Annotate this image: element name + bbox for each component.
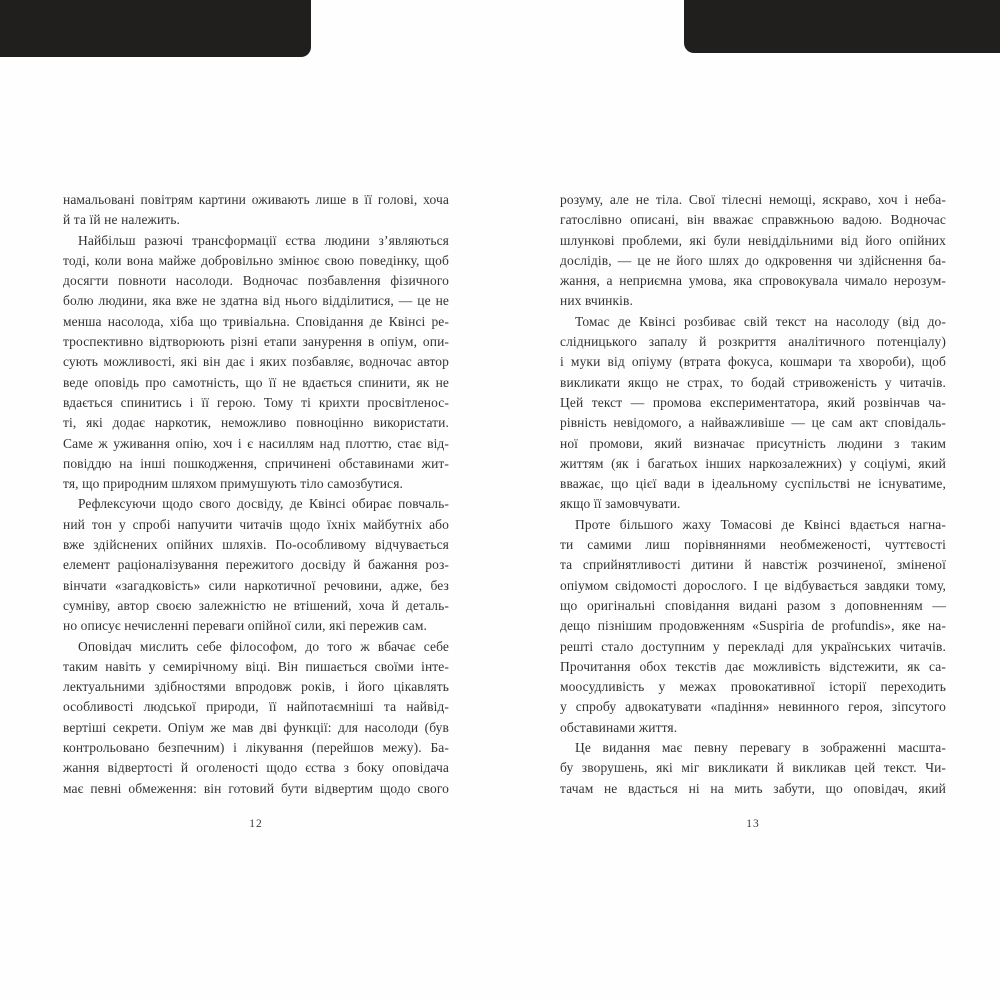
text-line: якщо її замовчувати. <box>560 496 681 512</box>
text-line: ти самими лиш порівняннями необмеженості, чуттєвості <box>560 537 946 553</box>
text-line: особливості людської природи, її найпотаємніші та найвід- <box>63 699 449 715</box>
text-line: жання, а неприємна умова, яка спровокувала чимало нерозум- <box>560 273 946 289</box>
backdrop-top-right <box>684 0 1000 53</box>
text-line: веде оповідь про самотність, що її не вдається спинити, як не <box>63 374 449 390</box>
text-line: ті, які додає наркотик, неможливо повноцінно використати. <box>63 415 449 431</box>
text-line: елемент раціоналізування пережитого досвіду й бажання роз- <box>63 557 449 573</box>
text-line: намальовані повітрям картини оживають лише в її голові, хоча <box>63 192 449 207</box>
text-line: вже здійснених опійних шляхів. По-особливому відчувається <box>63 537 449 553</box>
text-line: жання відвертості й оголеності щодо єства з боку оповідача <box>63 760 449 776</box>
text-line: повіддю на інші пошкодження, спричинені обставинами жит- <box>63 455 449 471</box>
text-line: опіумом свідомості дорослого. І це відбувається завдяки тому, <box>560 577 946 593</box>
text-line: менша насолода, хіба що тривіальна. Сповідання де Квінсі ре- <box>63 313 449 329</box>
text-line: Оповідач мислить себе філософом, до того ж вбачає себе <box>78 638 449 654</box>
text-line: слідницького запалу й розкриття аналітичного потенціалу) <box>560 334 946 350</box>
text-line: у спробу адвокатувати «падіння» невинного героя, зіпсутого <box>560 699 946 715</box>
text-line: тоді, коли вона майже добровільно змінює свою поведінку, щоб <box>63 252 449 268</box>
text-line: Прочитання обох текстів дає можливість відстежити, як са- <box>560 658 946 674</box>
text-line: троспективно відтворюють різні етапи занурення в опіум, опи- <box>63 334 449 350</box>
text-line: Цей текст — промова експериментатора, який розвінчав ча- <box>560 394 946 410</box>
text-line: ний тон у спробі напучити читачів щодо їхніх майбутніх або <box>63 516 449 532</box>
text-line: тя, що природним шляхом примушують тіло самозбутися. <box>63 476 404 492</box>
text-line: шлункові проблеми, які були невіддільними від його опійних <box>560 232 946 248</box>
text-line: життям (як і багатьох інших наркозалежних) у соціумі, який <box>560 455 946 471</box>
text-line: бу зворушень, які міг викликати й викликав цей текст. Чи- <box>560 760 946 776</box>
text-line: Найбільш разючі трансформації єства людини з’являються <box>78 232 449 248</box>
text-line: но описує нечисленні переваги опійної сили, які пережив сам. <box>63 618 427 634</box>
text-line: решті стало доступним у перекладі для українських читачів. <box>560 638 946 654</box>
text-line: ної промови, який визначає присутність людини з таким <box>560 435 946 451</box>
text-line: рівність невідомого, а найважливіше — це сам акт сповідаль- <box>560 415 946 431</box>
text-line: викликати якщо не страх, то бодай стривоженість у читачів. <box>560 374 946 390</box>
text-line: тачам не вдасться ні на мить забути, що оповідач, який <box>560 780 946 796</box>
text-line: сують можливості, які він дає і яких позбавляє, водночас автор <box>63 354 449 370</box>
text-line: дослідів, — це не його шлях до одкровення чи здійснення ба- <box>560 252 946 268</box>
text-line: вертіші секрети. Опіум же мав дві функції: для насолоди (був <box>63 719 449 735</box>
backdrop-top-left <box>0 0 311 57</box>
page-left-text <box>63 190 449 799</box>
text-line: Саме ж уживання опію, хоч і є насиллям над плоттю, стає від- <box>63 435 449 451</box>
text-line: вдається спинитись і її герою. Тому ті крихти просвітленос- <box>63 394 449 410</box>
text-line: гатослівно описані, він вважає справжньою вадою. Водночас <box>560 212 946 228</box>
text-line: моосудливість у межах провокативної історії переходить <box>560 679 946 695</box>
text-line: розуму, але не тіла. Свої тілесні немощі, яскраво, хоч і неба- <box>560 192 946 207</box>
text-line: болю людини, яка вже не здатна від нього відділитися, — це не <box>63 293 449 309</box>
text-line: досягти повноти насолоди. Водночас позбавлення фізичного <box>63 273 449 289</box>
text-line: вважає, що цієї вади в ідеальному суспільстві не існуватиме, <box>560 476 946 492</box>
text-line: і муки від опіуму (втрата фокуса, кошмари та хвороби), щоб <box>560 354 946 370</box>
text-line: них вчинків. <box>560 293 633 309</box>
page-number-right: 13 <box>746 818 760 830</box>
text-line: обставинами життя. <box>560 719 678 735</box>
text-line: дещо пізнішим продовженням «Suspiria de profundis», яке на- <box>560 618 946 634</box>
text-line: Томас де Квінсі розбиває свій текст на насолоду (від до- <box>575 313 946 329</box>
text-line: сумніву, автор своєю залежністю не втішений, хоча й деталь- <box>63 597 449 613</box>
text-line: таким навіть у семирічному віці. Він пишається своїми інте- <box>63 658 449 674</box>
text-line: лектуальними здібностями впродовж років, і його цікавлять <box>63 679 449 695</box>
text-line: Це видання має певну перевагу в зображенні масшта- <box>575 740 946 756</box>
text-line: та сприйнятливості дитини й навстіж розчиненої, зміненої <box>560 557 946 573</box>
text-line: що оригінальні сповідання видані разом з доповненням — <box>560 597 946 613</box>
text-line: вінчати «загадковість» сили наркотичної речовини, адже, без <box>63 577 449 593</box>
page-right-text <box>560 190 946 799</box>
text-line: має певні обмеження: він готовий бути відвертим щодо свого <box>63 780 449 796</box>
text-line: контрольовано безпечним) і лікування (перейшов межу). Ба- <box>63 740 449 756</box>
text-line: Проте більшого жаху Томасові де Квінсі вдається нагна- <box>575 516 946 532</box>
text-line: Рефлексуючи щодо свого досвіду, де Квінсі обирає повчаль- <box>78 496 449 512</box>
text-line: й та їй не належить. <box>63 212 181 228</box>
page-number-left: 12 <box>249 818 263 830</box>
